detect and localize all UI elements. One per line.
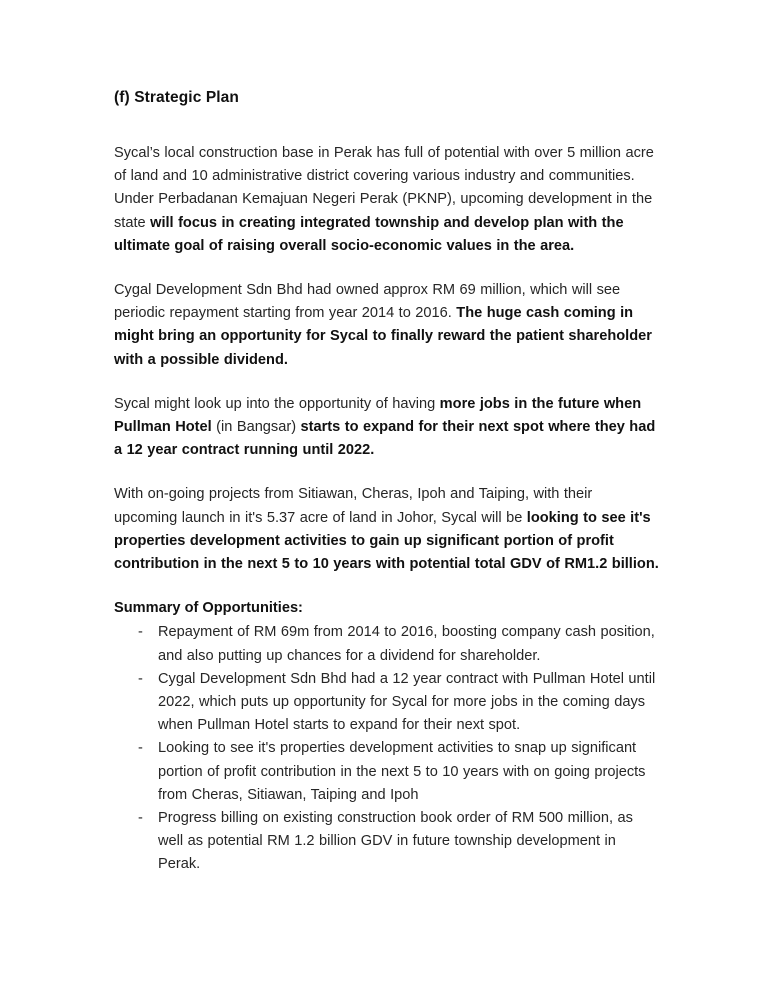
paragraph-1 (114, 142, 659, 258)
paragraph-3-run-bold-1: more jobs in the future when Pullman Hotel (114, 395, 642, 436)
paragraph-3-run-bold-2: starts to expand for their next spot where they had a 12 year contract running until 2022. (114, 419, 656, 459)
paragraph-2-run-regular: Cygal Development Sdn Bhd had owned approx RM 69 million, which will see periodic repayment starting from year 2014 to 2016. (114, 282, 621, 322)
paragraph-1-run-regular: Sycal’s local construction base in Perak has full of potential with over 5 million acre of land and 10 administrative district covering various industry and communities. Under Perbadanan Kemajuan Negeri Perak (PKNP), upcoming development in the state (114, 145, 654, 231)
bullet-dash-icon: - (138, 670, 143, 687)
list-item (114, 668, 659, 738)
opportunities-list (114, 621, 659, 876)
list-item (114, 807, 659, 877)
list-item-text: Cygal Development Sdn Bhd had a 12 year contract with Pullman Hotel until 2022, which puts up opportunity for Sycal for more jobs in the coming days when Pullman Hotel starts to expand for their next spot. (158, 670, 656, 734)
list-item (114, 737, 659, 807)
document-content (114, 88, 659, 877)
list-item-text: Looking to see it's properties development activities to snap up significant portion of profit contribution in the next 5 to 10 years with on going projects from Cheras, Sitiawan, Taiping and Ipoh (158, 740, 646, 803)
list-item (114, 621, 659, 667)
paragraph-2-run-bold: The huge cash coming in might bring an opportunity for Sycal to finally reward the patient shareholder with a possible dividend. (114, 305, 652, 368)
page-title: (f) Strategic Plan (114, 89, 239, 106)
paragraph-4-run-bold: looking to see it's properties development activities to gain up significant portion of profit contribution in the next 5 to 10 years with potential total GDV of RM1.2 billion. (114, 509, 659, 573)
paragraph-3-run-regular-1: Sycal might look up into the opportunity of having (114, 395, 440, 412)
paragraph-2 (114, 279, 659, 372)
list-item-text: Progress billing on existing construction book order of RM 500 million, as well as potential RM 1.2 billion GDV in future township development in Perak. (158, 810, 633, 873)
summary-of-opportunities-heading: Summary of Opportunities: (114, 600, 303, 617)
paragraph-4-run-regular: With on-going projects from Sitiawan, Cheras, Ipoh and Taiping, with their upcoming launch in it's 5.37 acre of land in Johor, Sycal will be (114, 486, 593, 526)
bullet-dash-icon: - (138, 740, 143, 757)
paragraph-1-run-bold: will focus in creating integrated township and develop plan with the ultimate goal of raising overall socio-economic values in the area. (114, 214, 624, 254)
paragraph-4 (114, 483, 659, 576)
paragraph-3 (114, 393, 659, 463)
bullet-dash-icon: - (138, 810, 143, 827)
list-item-text: Repayment of RM 69m from 2014 to 2016, boosting company cash position, and also putting up chances for a dividend for shareholder. (158, 624, 655, 664)
bullet-dash-icon: - (138, 624, 143, 641)
paragraph-3-run-regular-2: (in Bangsar) (216, 419, 301, 436)
